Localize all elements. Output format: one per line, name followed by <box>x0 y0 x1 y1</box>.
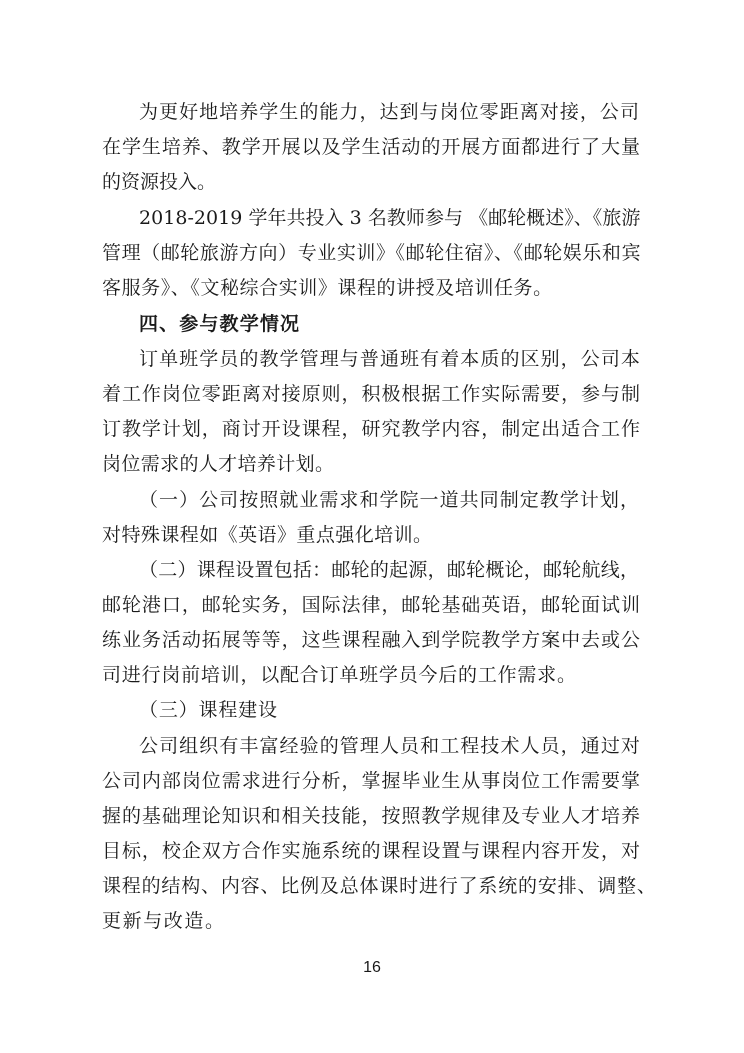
paragraph-line: （一）公司按照就业需求和学院一道共同制定教学计划， <box>139 489 641 511</box>
paragraph-line: 订教学计划，商讨开设课程，研究教学内容，制定出适合工作 <box>102 418 641 440</box>
paragraph-line: 岗位需求的人才培养计划。 <box>102 453 335 475</box>
paragraph-line: 订单班学员的教学管理与普通班有着本质的区别，公司本 <box>139 348 642 370</box>
paragraph-line: （二）课程设置包括：邮轮的起源，邮轮概论，邮轮航线， <box>139 559 640 581</box>
paragraph-line: 客服务》、《文秘综合实训》课程的讲授及培训任务。 <box>102 277 553 299</box>
paragraph-line: 为更好地培养学生的能力，达到与岗位零距离对接，公司 <box>139 101 641 123</box>
paragraph-line: 邮轮港口，邮轮实务，国际法律，邮轮基础英语，邮轮面试训 <box>102 594 641 616</box>
paragraph-line: 对特殊课程如《英语》重点强化培训。 <box>102 524 433 546</box>
paragraph-line: 目标，校企双方合作实施系统的课程设置与课程内容开发，对 <box>102 840 641 862</box>
subsection-heading: （三）课程建设 <box>139 699 278 721</box>
paragraph-line: 公司组织有丰富经验的管理人员和工程技术人员，通过对 <box>139 735 642 757</box>
paragraph-line: 公司内部岗位需求进行分析，掌握毕业生从事岗位工作需要掌 <box>102 770 641 792</box>
paragraph-line: 握的基础理论知识和相关技能，按照教学规律及专业人才培养 <box>102 805 641 827</box>
paragraph-line: 的资源投入。 <box>102 171 217 193</box>
paragraph-line: 在学生培养、教学开展以及学生活动的开展方面都进行了大量 <box>102 136 641 158</box>
paragraph-line: 课程的结构、内容、比例及总体课时进行了系统的安排、调整、 <box>102 875 657 897</box>
page-number: 16 <box>363 959 381 976</box>
paragraph-line: 司进行岗前培训，以配合订单班学员今后的工作需求。 <box>102 664 577 686</box>
paragraph-line: 2018-2019 学年共投入 3 名教师参与 《邮轮概述》、《旅游 <box>139 207 641 229</box>
paragraph-line: 练业务活动拓展等等，这些课程融入到学院教学方案中去或公 <box>102 629 641 651</box>
paragraph-line: 更新与改造。 <box>102 910 226 932</box>
paragraph-line: 管理（邮轮旅游方向）专业实训》《邮轮住宿》、《邮轮娱乐和宾 <box>102 242 642 264</box>
paragraph-line: 着工作岗位零距离对接原则，积极根据工作实际需要，参与制 <box>102 383 641 405</box>
section-heading: 四、参与教学情况 <box>139 313 301 335</box>
